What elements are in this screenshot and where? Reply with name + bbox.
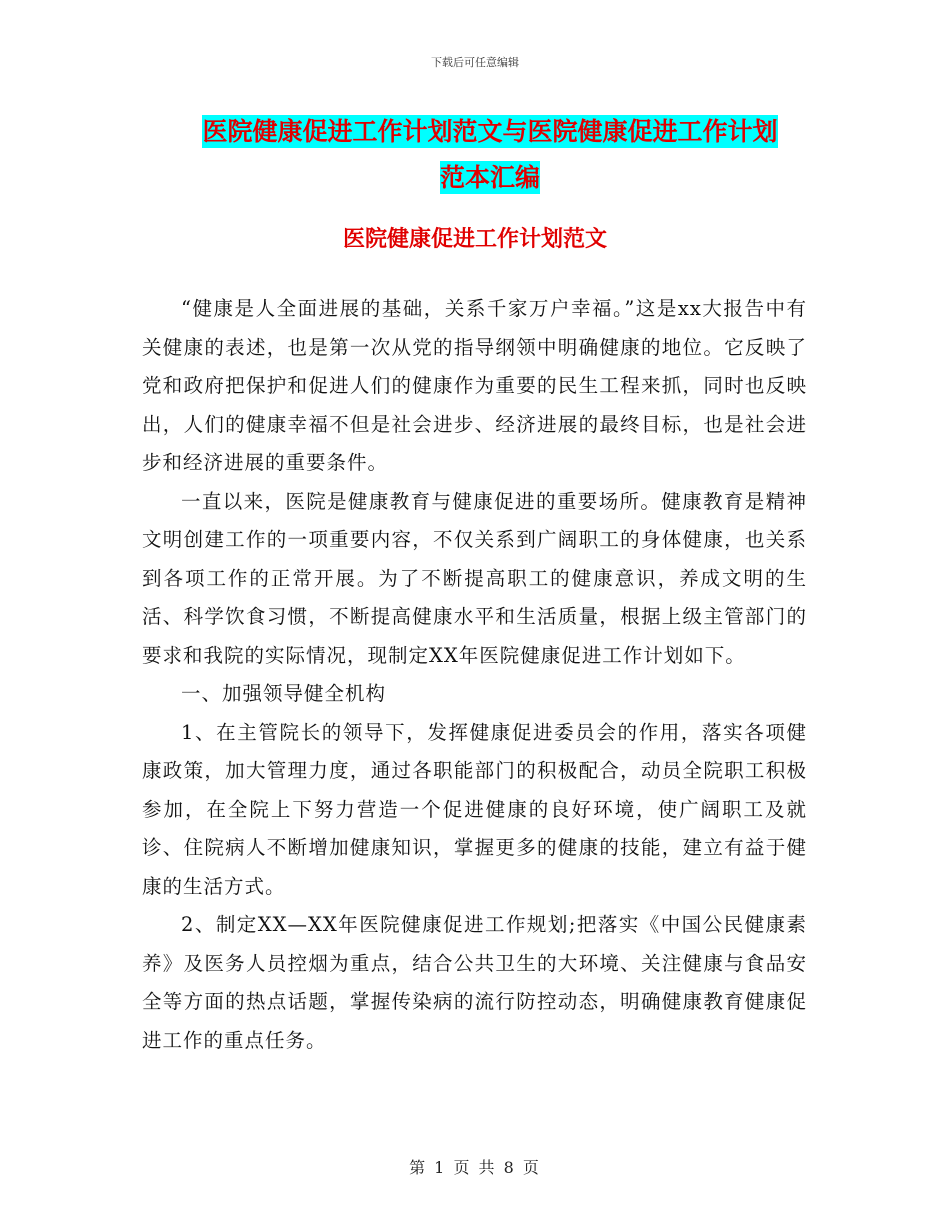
document-title — [150, 109, 830, 201]
section-title: 医院健康促进工作计划范文 — [342, 227, 607, 252]
paragraph: 1、在主管院长的领导下，发挥健康促进委员会的作用，落实各项健康政策，加大管理力度，通过各职能部门的积极配合，动员全院职工积极参加，在全院上下努力营造一个促进健康的良好环境，使广阔职工及就诊、住院病人不断增加健康知识，掌握更多的健康的技能，建立有益于健康的生活方式。 — [142, 720, 807, 898]
paragraph: 2、制定XX—XX年医院健康促进工作规划;把落实《中国公民健康素养》及医务人员控烟为重点，结合公共卫生的大环境、关注健康与食品安全等方面的热点话题，掌握传染病的流行防控动态，明确健康教育健康促进工作的重点任务。 — [142, 913, 807, 1052]
paragraph: 一、加强领导健全机构 — [181, 682, 387, 705]
document-title-line2: 范本汇编 — [439, 163, 540, 192]
document-title-line1: 医院健康促进工作计划范文与医院健康促进工作计划 — [202, 117, 778, 146]
body-text — [142, 290, 807, 1060]
header-note: 下载后可任意编辑 — [431, 56, 519, 69]
page-footer: 第 1 页 共 8 页 — [409, 1158, 541, 1177]
paragraph: 一直以来，医院是健康教育与健康促进的重要场所。健康教育是精神文明创建工作的一项重要内容，不仅关系到广阔职工的身体健康，也关系到各项工作的正常开展。为了不断提高职工的健康意识，养成文明的生活、科学饮食习惯，不断提高健康水平和生活质量，根据上级主管部门的要求和我院的实际情况，现制定XX年医院健康促进工作计划如下。 — [142, 489, 807, 667]
paragraph: “健康是人全面进展的基础，关系千家万户幸福。”这是xx大报告中有关健康的表述，也是第一次从党的指导纲领中明确健康的地位。它反映了党和政府把保护和促进人们的健康作为重要的民生工程来抓，同时也反映出，人们的健康幸福不但是社会进步、经济进展的最终目标，也是社会进步和经济进展的重要条件。 — [142, 297, 807, 474]
